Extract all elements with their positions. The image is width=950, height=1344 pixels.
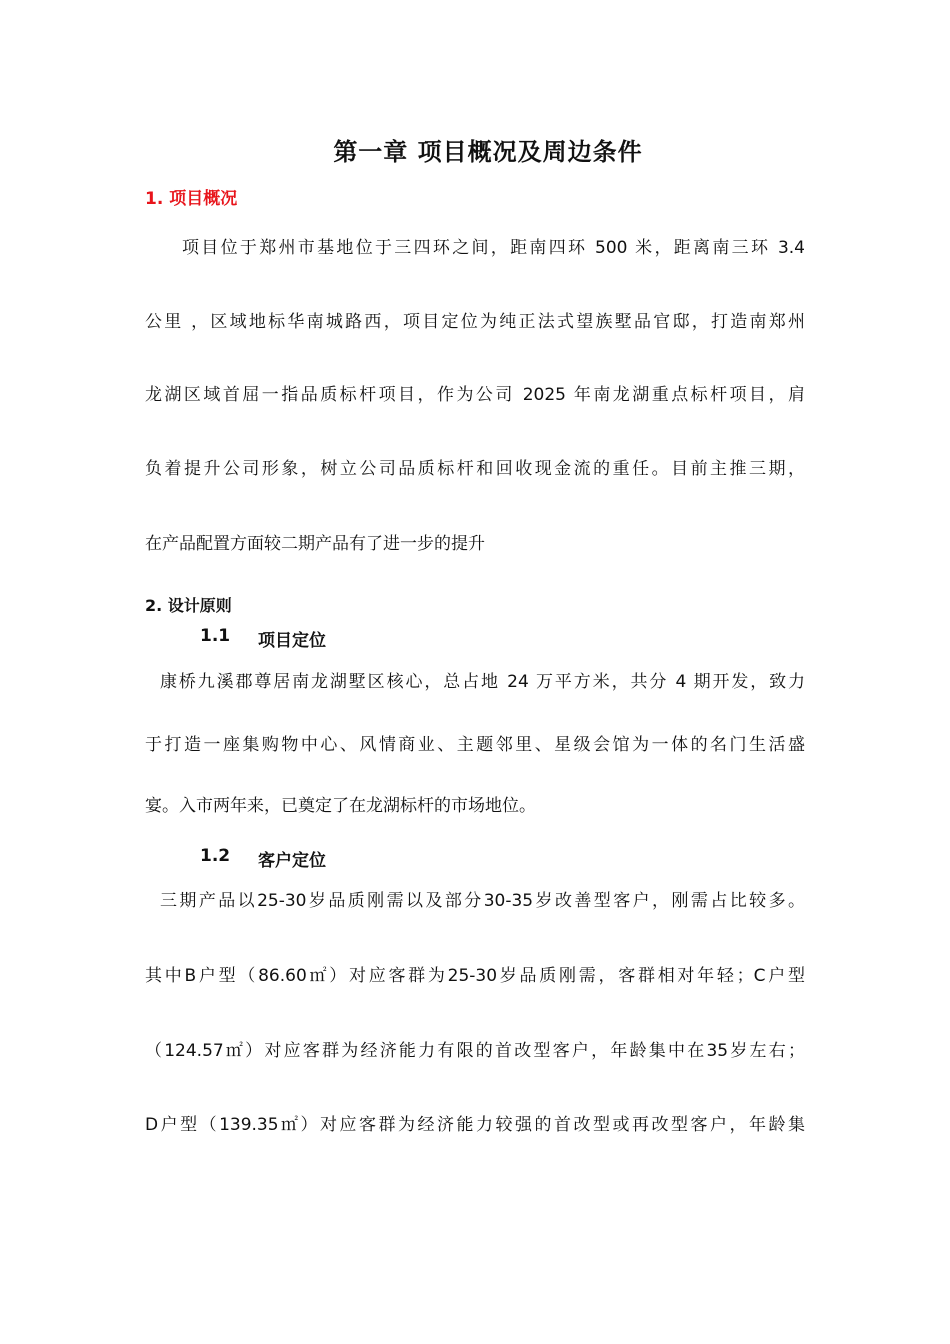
chapter-title: 第一章 项目概况及周边条件 [333, 137, 643, 166]
paragraph-line: 龙湖区域首屈一指品质标杆项目，作为公司 2025 年南龙湖重点标杆项目，肩 [145, 385, 805, 405]
subsection-title: 项目定位 [258, 631, 326, 651]
paragraph-line: （124.57㎡）对应客群为经济能力有限的首改型客户，年龄集中在35岁左右； [145, 1041, 805, 1061]
paragraph-line: D户型（139.35㎡）对应客群为经济能力较强的首改型或再改型客户，年龄集 [145, 1115, 805, 1135]
section-heading-overview: 1. 项目概况 [145, 189, 238, 209]
paragraph-line: 其中B户型（86.60㎡）对应客群为25-30岁品质刚需，客群相对年轻；C户型 [145, 966, 805, 986]
paragraph-line: 康桥九溪郡尊居南龙湖墅区核心，总占地 24 万平方米，共分 4 期开发，致力 [160, 672, 805, 692]
paragraph-line: 项目位于郑州市基地位于三四环之间，距南四环 500 米，距离南三环 3.4 [182, 238, 805, 258]
subsection-number: 1.2 [200, 846, 231, 866]
paragraph-line: 宴。入市两年来，已奠定了在龙湖标杆的市场地位。 [145, 796, 536, 816]
subsection-title: 客户定位 [258, 851, 326, 871]
paragraph-line: 负着提升公司形象，树立公司品质标杆和回收现金流的重任。目前主推三期， [145, 459, 805, 479]
paragraph-line: 公里 ，区域地标华南城路西，项目定位为纯正法式望族墅品官邸，打造南郑州 [145, 312, 805, 332]
section-heading-design: 2. 设计原则 [145, 596, 232, 615]
subsection-number: 1.1 [200, 626, 231, 646]
paragraph-line: 在产品配置方面较二期产品有了进一步的提升 [145, 534, 485, 554]
paragraph-line: 三期产品以25-30岁品质刚需以及部分30-35岁改善型客户，刚需占比较多。 [160, 891, 805, 911]
paragraph-line: 于打造一座集购物中心、风情商业、主题邻里、星级会馆为一体的名门生活盛 [145, 735, 805, 755]
